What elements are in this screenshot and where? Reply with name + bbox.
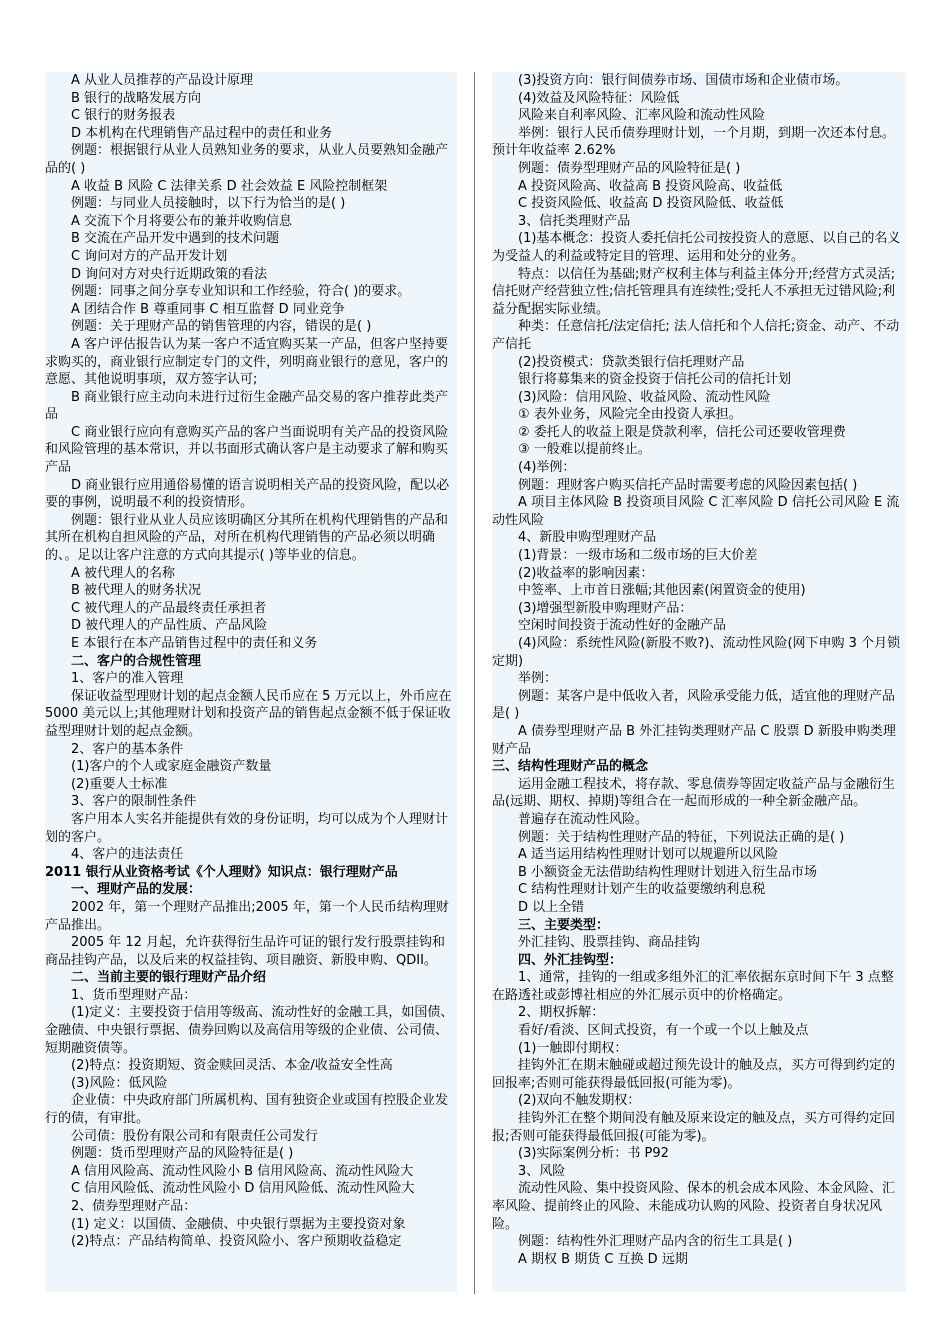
- column-divider: [474, 72, 475, 1294]
- text-line: A 期权 B 期货 C 互换 D 远期: [518, 1251, 688, 1267]
- text-line: 举例：: [518, 671, 558, 687]
- text-line: A 债券型理财产品 B 外汇挂钩类理财产品 C 股票 D 新股申购类理财产品: [492, 723, 896, 757]
- text-line: A 项目主体风险 B 投资项目风险 C 汇率风险 D 信托公司风险 E 流动性风险: [492, 495, 900, 528]
- text-line: 3、信托类理财产品: [518, 213, 631, 229]
- text-line: 银行将募集来的资金投资于信托公司的信托计划: [518, 372, 792, 388]
- text-line: 公司债：股份有限公司和有限责任公司发行: [71, 1128, 319, 1144]
- text-line: 看好/看淡、区间式投资，有一个或一个以上触及点: [518, 1023, 809, 1039]
- text-line: C 结构性理财计划产生的收益要缴纳利息税: [518, 882, 766, 898]
- text-line: A 从业人员推荐的产品设计原理: [71, 73, 254, 88]
- text-line: D 商业银行应用通俗易懂的语言说明相关产品的投资风险，配以必要的事例，说明最不利的投资情形。: [45, 477, 450, 511]
- text-line: 四、外汇挂钩型：: [518, 952, 623, 968]
- text-line: 外汇挂钩、股票挂钩、商品挂钩: [518, 935, 701, 951]
- text-line: 3、风险: [518, 1163, 566, 1179]
- text-line: (1)基本概念：投资人委托信托公司按投资人的意愿、以自己的名义为受益人的利益或特定目的管理、运用和处分的业务。: [492, 231, 901, 264]
- text-line: B 银行的战略发展方向: [71, 90, 202, 106]
- text-line: 保证收益型理财计划的起点金额人民币应在 5 万元以上，外币应在 5000 美元以上;其他理财计划和投资产品的销售起点金额不低于保证收益型理财计划的起点金额。: [45, 688, 452, 739]
- text-line: 例题：某客户是中低收入者，风险承受能力低，适宜他的理财产品是( ): [492, 688, 896, 722]
- text-line: A 投资风险高、收益高 B 投资风险高、收益低: [518, 178, 783, 194]
- text-line: (3)风险：低风险: [71, 1075, 168, 1091]
- text-line: 例题：根据银行从业人员熟知业务的要求，从业人员要熟知金融产品的( ): [45, 143, 449, 176]
- text-line: (1) 定义：以国债、金融债、中央银行票据为主要投资对象: [71, 1216, 406, 1232]
- text-line: (2)重要人士标准: [71, 776, 168, 792]
- text-line: A 适当运用结构性理财计划可以规避所以风险: [518, 847, 779, 863]
- text-line: ③ 一般难以提前终止。: [518, 442, 651, 458]
- text-line: (1)背景：一级市场和二级市场的巨大价差: [518, 548, 758, 564]
- text-line: B 被代理人的财务状况: [71, 583, 202, 599]
- text-line: A 客户评估报告认为某一客户不适宜购买某一产品，但客户坚持要求购买的，商业银行应制定专门的文件，列明商业银行的意见，客户的意愿、其他说明事项，双方签字认可;: [45, 336, 449, 388]
- text-line: 4、客户的违法责任: [71, 847, 184, 863]
- text-line: 3、客户的限制性条件: [71, 794, 197, 810]
- text-line: D 本机构在代理销售产品过程中的责任和业务: [71, 125, 333, 141]
- text-line: D 被代理人的产品性质、产品风险: [71, 618, 268, 634]
- text-line: 空闲时间投资于流动性好的金融产品: [518, 618, 727, 634]
- text-line: C 投资风险低、收益高 D 投资风险低、收益低: [518, 196, 784, 212]
- left-column: [45, 72, 457, 1292]
- text-line: 种类：任意信托/法定信托; 法人信托和个人信托;资金、动产、不动产信托: [492, 319, 900, 352]
- text-line: (1)定义：主要投资于信用等级高、流动性好的金融工具，如国债、金融债、中央银行票据、债券回购以及高信用等级的企业债、公司债、短期融资债等。: [45, 1005, 454, 1056]
- text-line: 例题：理财客户购买信托产品时需要考虑的风险因素包括( ): [518, 477, 858, 493]
- text-line: 风险来自利率风险、汇率风险和流动性风险: [518, 108, 766, 124]
- text-line: 客户用本人实名并能提供有效的身份证明，均可以成为个人理财计划的客户。: [45, 811, 449, 845]
- text-line: B 交流在产品开发中遇到的技术问题: [71, 231, 280, 247]
- right-column: [492, 72, 906, 1292]
- text-line: (2)特点：投资期短、资金赎回灵活、本金/收益安全性高: [71, 1058, 393, 1074]
- text-line: C 商业银行应向有意购买产品的客户当面说明有关产品的投资风险和风险管理的基本常识，并以书面形式确认客户是主动要求了解和购买产品: [45, 424, 449, 476]
- text-line: C 银行的财务报表: [71, 108, 176, 124]
- text-line: 例题：关于结构性理财产品的特征，下列说法正确的是( ): [518, 829, 845, 845]
- text-line: ① 表外业务，风险完全由投资人承担。: [518, 407, 742, 423]
- text-line: C 信用风险低、流动性风险小 D 信用风险低、流动性风险大: [71, 1181, 415, 1197]
- text-line: 中签率、上市首日涨幅;其他因素(闲置资金的使用): [518, 583, 806, 599]
- text-line: ② 委托人的收益上限是贷款利率，信托公司还要收管理费: [518, 424, 846, 440]
- text-line: 二、客户的合规性管理: [71, 653, 202, 669]
- text-line: (2)收益率的影响因素：: [518, 565, 654, 581]
- text-line: B 小额资金无法借助结构性理财计划进入衍生品市场: [518, 864, 818, 880]
- text-line: 例题：与同业人员接触时，以下行为恰当的是( ): [71, 196, 346, 212]
- text-line: 例题：关于理财产品的销售管理的内容，错误的是( ): [71, 319, 372, 335]
- text-line: 普遍存在流动性风险。: [518, 811, 649, 827]
- text-line: 企业债：中央政府部门所属机构、国有独资企业或国有控股企业发行的债，有审批。: [45, 1093, 449, 1127]
- text-line: 2、债券型理财产品：: [71, 1199, 197, 1214]
- text-line: 2005 年 12 月起，允许获得衍生品许可证的银行发行股票挂钩和商品挂钩产品，以及后来的权益挂钩、项目融资、新股申购、QDII。: [45, 935, 446, 968]
- text-line: 2、客户的基本条件: [71, 741, 184, 757]
- text-line: 例题：货币型理财产品的风险特征是( ): [71, 1146, 294, 1162]
- text-line: 挂钩外汇在期末触碰或超过预先设计的触及点，买方可得到约定的回报率;否则可能获得最低回报(可能为零)。: [492, 1058, 896, 1091]
- text-line: D 以上全错: [518, 899, 585, 915]
- text-line: 1、货币型理财产品：: [71, 987, 197, 1003]
- text-line: (3)投资方向：银行间债券市场、国债市场和企业债市场。: [518, 73, 849, 88]
- text-line: 2002 年，第一个理财产品推出;2005 年，第一个人民币结构理财产品推出。: [45, 899, 449, 933]
- text-line: 1、通常，挂钩的一组或多组外汇的汇率依据东京时间下午 3 点整在路透社或彭博社相应的外汇展示页中的价格确定。: [492, 970, 894, 1003]
- text-line: 例题：债券型理财产品的风险特征是( ): [518, 160, 741, 176]
- text-line: A 团结合作 B 尊重同事 C 相互监督 D 同业竞争: [71, 301, 345, 317]
- text-line: 例题：银行业从业人员应该明确区分其所在机构代理销售的产品和其所在机构自担风险的产品，对所在机构代理销售的产品必须以明确的、。足以让客户注意的方式向其提示( )等毕业的信息。: [45, 512, 449, 564]
- text-line: (3)实际案例分析：书 P92: [518, 1146, 669, 1162]
- text-line: (1)一触即付期权：: [518, 1040, 628, 1056]
- text-line: 二、当前主要的银行理财产品介绍: [71, 970, 267, 986]
- text-line: 挂钩外汇在整个期间没有触及原来设定的触及点，买方可得约定回报;否则可能获得最低回报(可能为零)。: [492, 1111, 896, 1144]
- text-line: 4、新股申购型理财产品: [518, 530, 657, 546]
- text-line: (2)特点：产品结构简单、投资风险小、客户预期收益稳定: [71, 1234, 402, 1250]
- text-line: A 交流下个月将要公布的兼并收购信息: [71, 213, 293, 229]
- text-line: (4)举例：: [518, 460, 576, 476]
- text-line: (3)增强型新股申购理财产品：: [518, 600, 693, 616]
- text-line: 三、结构性理财产品的概念: [492, 759, 649, 775]
- text-line: 例题：同事之间分享专业知识和工作经验，符合( )的要求。: [71, 284, 411, 300]
- text-line: C 被代理人的产品最终责任承担者: [71, 600, 267, 616]
- text-line: (2)投资模式：贷款类银行信托理财产品: [518, 354, 745, 370]
- text-line: 2、期权拆解：: [518, 1005, 605, 1021]
- text-line: (4)效益及风险特征：风险低: [518, 90, 680, 106]
- text-line: 三、主要类型：: [518, 917, 610, 933]
- text-line: D 询问对方对央行近期政策的看法: [71, 266, 268, 282]
- text-line: (1)客户的个人或家庭金融资产数量: [71, 759, 272, 775]
- text-line: E 本银行在本产品销售过程中的责任和义务: [71, 636, 318, 651]
- text-line: (2)双向不触发期权：: [518, 1093, 641, 1109]
- text-line: 流动性风险、集中投资风险、保本的机会成本风险、本金风险、汇率风险、提前终止的风险、未能成功认购的风险、投资者自身状况风险。: [492, 1181, 896, 1232]
- text-line: B 商业银行应主动向未进行过衍生金融产品交易的客户推荐此类产品: [45, 389, 449, 423]
- text-line: 例题：结构性外汇理财产品内含的衍生工具是( ): [518, 1234, 793, 1250]
- text-line: (4)风险：系统性风险(新股不败?)、流动性风险(网下申购 3 个月锁定期): [492, 636, 901, 669]
- text-line: A 信用风险高、流动性风险小 B 信用风险高、流动性风险大: [71, 1163, 414, 1179]
- text-line: 1、客户的准入管理: [71, 671, 184, 687]
- text-line: 特点：以信任为基础;财产权利主体与利益主体分开;经营方式灵活;信托财产经营独立性;信托管理具有连续性;受托人不承担无过错风险;利益分配据实际业绩。: [492, 266, 896, 317]
- text-line: A 收益 B 风险 C 法律关系 D 社会效益 E 风险控制框架: [71, 178, 388, 194]
- text-line: C 询问对方的产品开发计划: [71, 248, 228, 264]
- text-line: A 被代理人的名称: [71, 565, 176, 581]
- text-line: 举例：银行人民币债券理财计划，一个月期，到期一次还本付息。预计年收益率 2.62%: [492, 125, 896, 159]
- text-line: 运用金融工程技术，将存款、零息债券等固定收益产品与金融衍生品(远期、期权、掉期)等组合在一起而形成的一种全新金融产品。: [492, 776, 896, 810]
- text-line: 2011 银行从业资格考试《个人理财》知识点：银行理财产品: [45, 864, 398, 880]
- text-line: 一、理财产品的发展：: [71, 882, 202, 898]
- text-line: (3)风险：信用风险、收益风险、流动性风险: [518, 389, 771, 405]
